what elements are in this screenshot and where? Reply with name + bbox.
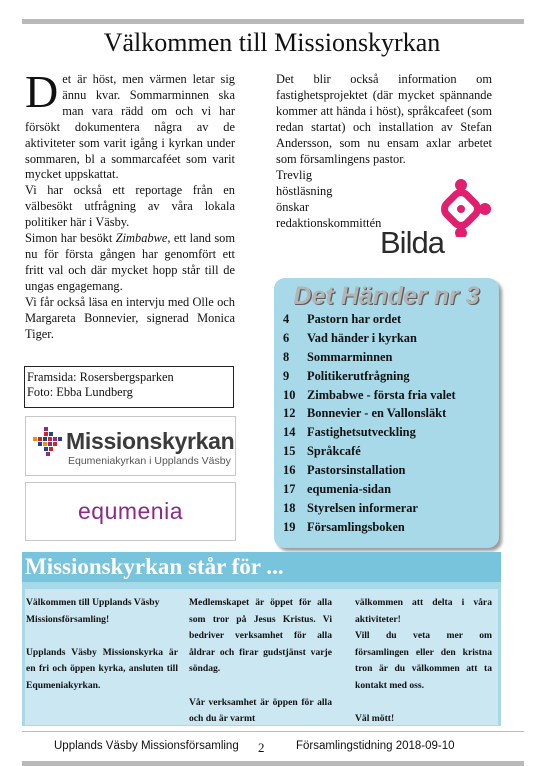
greeting-text: Trevlig höstläsning önskar redaktionskommittén [276,168,382,230]
contents-item [283,463,456,482]
page-title: Välkommen till Missionskyrkan [103,28,441,57]
contents-item [283,406,456,425]
values-panel-title: Missionskyrkan står för ... [25,554,284,579]
contents-page-number: 8 [283,349,290,364]
open-activities-text: Vår verksamhet är öppen för alla och du är varmt [189,696,332,725]
footer-rule [22,731,524,732]
right-column [276,72,492,167]
intro-text: et är höst, men värmen letar sig ännu kvar. Sommarminnen ska man vara rädd om och vi har försökt dokumentera några av de aktiviteter som varit igång i kyrkan under sommaren, bl a sommarcaféet som varit mycket uppskattat. [25,72,235,182]
contents-page-number: 19 [283,519,296,534]
values-column-2 [189,595,332,728]
contents-title: Pastorsinstallation [307,463,406,478]
values-panel-body [25,589,498,725]
cover-caption [24,366,234,408]
contents-page-number: 12 [283,406,296,421]
zimbabwe-paragraph [25,231,235,295]
zimbabwe-text-before: Simon har besökt [25,231,116,246]
cross-mosaic-icon [33,427,63,457]
page-number: 2 [258,740,265,755]
contents-title: Politikerutfrågning [307,368,410,383]
info-paragraph: Det blir också information om fastighetsprojektet (där mycket spännande kommer att hända i höst), språkcafeet (som redan startat) och installation av Stefan Andersson, som nu ensam axlar arbetet som församlingens pastor. [276,72,492,166]
caption-line-1: Framsida: Rosersbergsparken [27,370,174,384]
contents-page-number: 17 [283,482,296,497]
caption-line-2: Foto: Ebba Lundberg [27,385,133,399]
contents-item [283,444,456,463]
contents-page-number: 15 [283,444,296,459]
spacer [355,695,492,712]
contents-page-number: 16 [283,463,296,478]
welcome-activities-text: välkommen att delta i våra aktiviteter! [355,597,492,625]
bilda-wordmark: Bilda [380,225,444,260]
greeting [276,168,382,232]
farewell-text: Väl mött! [355,713,395,725]
bottom-rule [22,761,524,766]
contents-item [283,520,456,539]
interview-paragraph: Vi får också läsa en intervju med Olle och Margareta Bonnevier, signerad Monica Tiger. [25,294,235,341]
contact-text: Vill du veta mer om församlingen eller den kristna tron är du välkommen att ta kontakt med oss. [355,630,492,691]
politics-paragraph: Vi har också ett reportage från en välbesökt utfrågning av våra lokala politiker här i Väsby. [25,183,235,230]
contents-item [283,425,456,444]
contents-title: Vad händer i kyrkan [307,330,417,345]
missionskyrkan-wordmark: Missionskyrkan [66,428,235,454]
contents-item [283,331,456,350]
contents-title: Sommarminnen [307,349,393,364]
contents-item [283,482,456,501]
footer-left: Upplands Väsby Missionsförsamling [54,740,239,752]
contents-item [283,388,456,407]
contents-title: equmenia-sidan [307,482,391,497]
contents-item [283,312,456,331]
spacer [26,628,178,645]
equmenia-wordmark: equmenia [77,498,184,524]
bilda-logo [373,177,493,263]
top-rule [22,19,524,24]
missionskyrkan-subtitle: Equmeniakyrkan i Upplands Väsby [68,455,231,467]
zimbabwe-text-after: , ett land som nu för första gången har genomfört ett fritt val och där mycket hopp står till de ungas engagemang. [25,231,236,293]
contents-heading: Det Händer nr 3 [293,282,480,310]
welcome-text: Välkommen till Upplands Väsby Missionsförsamling! [26,597,160,625]
contents-list [283,312,456,539]
contents-item [283,369,456,388]
spacer [189,678,332,695]
intro-paragraph [25,66,235,183]
contents-title: Pastorn har ordet [307,312,402,326]
intro-column [25,66,236,342]
contents-item [283,350,456,369]
values-column-1 [26,595,178,695]
values-column-3 [355,595,492,728]
zimbabwe-italic: Zimbabwe [115,231,168,246]
contents-title: Församlingsboken [307,519,405,534]
contents-title: Fastighetsutveckling [307,425,416,440]
contents-item [283,501,456,520]
footer-right: Församlingstidning 2018-09-10 [296,740,455,752]
missionskyrkan-logo [25,416,236,476]
membership-text: Medlemskapet är öppet för alla som tror på Jesus Kristus. Vi bedriver verksamhet för alla åldrar och firar gudstjänst varje söndag. [189,597,332,675]
drop-cap: D [25,66,59,117]
church-description: Upplands Väsby Missionskyrka är en fri och öppen kyrka, ansluten till Equmeniakyrkan. [26,646,178,691]
contents-title: Styrelsen informerar [307,500,418,515]
contents-title: Språkcafé [307,444,361,459]
contents-title: Zimbabwe - första fria valet [307,387,456,402]
contents-page-number: 18 [283,500,296,515]
contents-page-number: 14 [283,425,296,440]
contents-title: Bonnevier - en Vallonsläkt [307,406,447,421]
equmenia-logo [25,482,236,541]
contents-page-number: 4 [283,312,290,326]
contents-box [274,278,499,548]
contents-page-number: 10 [283,387,296,402]
values-panel [22,552,501,726]
contents-page-number: 9 [283,368,290,383]
contents-page-number: 6 [283,330,290,345]
